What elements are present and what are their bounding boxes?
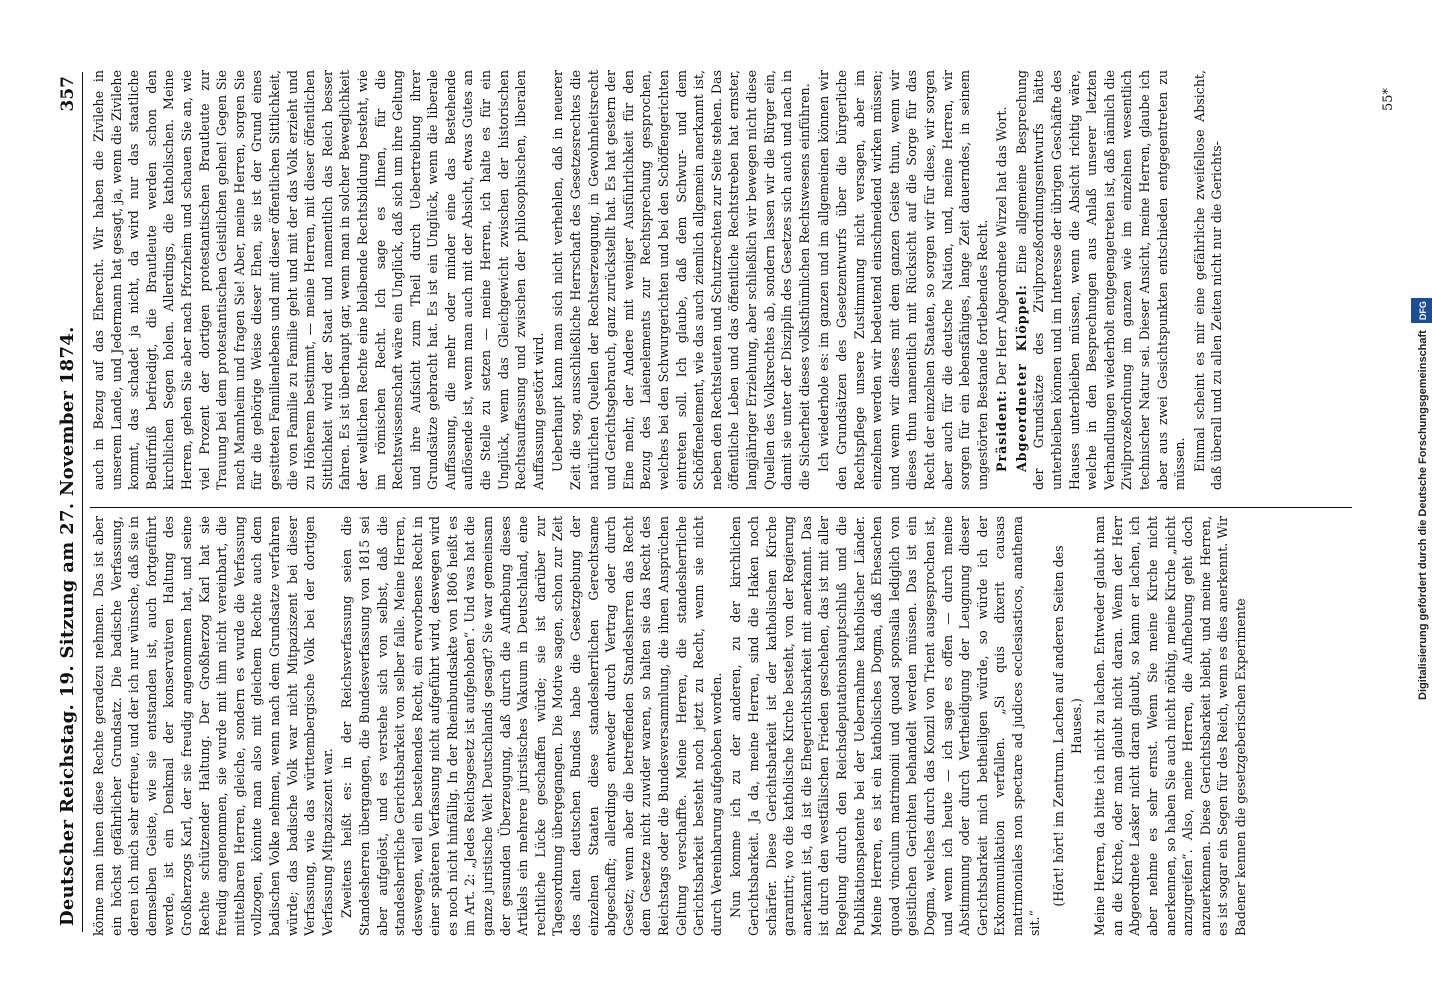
header-title: Deutscher Reichstag. 19. Sitzung am 27. November 1874. bbox=[57, 326, 78, 926]
right-paragraph-last: Einmal scheint es mir eine gefährliche zweifellose Absicht, daß überall und zu allen Zeiten nicht nur die Gerichts- bbox=[1191, 70, 1225, 490]
president-statement bbox=[993, 70, 1011, 490]
side-note-text: Digitalisierung gefördert durch die Deutsche Forschungsgemeinschaft bbox=[1416, 330, 1429, 700]
right-paragraph-3: Ich wiederhole es: im ganzen und im allgemeinen können wir den Grundsätzen des Gesetzentwurfs über die bürgerliche Rechtspflege unsere Zustimmung nicht versagen, aber im einzelnen werden wir bedeutend einschneidend wirken müssen; und wenn wir dieses mit dem ganzen Geiste thun, wenn wir dieses thun namentlich mit Rücksicht auf die Sorge für das Recht der einzelnen Staaten, so sorgen wir für diese, wir sorgen aber auch für die deutsche Nation, und, meine Herren, wir sorgen für ein lebensfähiges, lange Zeit dauerndes, in seinem ungestörten Bestande fortlebendes Recht. bbox=[816, 70, 990, 490]
side-note-strip bbox=[1410, 0, 1432, 1000]
president-label: Präsident: bbox=[994, 389, 1010, 472]
side-note bbox=[1411, 0, 1432, 999]
speaker-statement bbox=[1013, 70, 1189, 490]
left-column bbox=[90, 516, 1380, 936]
dfg-logo: DFG bbox=[1411, 298, 1432, 323]
page-header bbox=[54, 72, 83, 932]
page-number: 357 bbox=[58, 76, 78, 112]
left-paragraph-3: Nun komme ich zu der anderen, zu der kirchlichen Gerichtsbarkeit. Ja da, meine Herren, sind die Haken noch schärfer. Diese Gerichtsbarkeit ist der katholischen Kirche garantirt; wo die katholische Kirche besteht, von der Regierung anerkannt ist, da ist die Ehegerichtsbarkeit mit anerkannt. Das ist durch den westfälischen Frieden geschehen, das ist mit aller Regelung durch den Reichsdeputationshauptschluß und die Publikationspatente bei der Uebernahme katholischer Länder. Meine Herren, es ist ein katholisches Dogma, daß Ehesachen quoad vinculum matrimonii und quoad sponsalia lediglich von geistlichen Gerichten behandelt werden müssen. Das ist ein Dogma, welches durch das Konzil von Trient ausgesprochen ist, und wenn ich heute — ich sage es offen — durch meine Abstimmung oder durch Vertheidigung der Leugnung dieser Gerichtsbarkeit mich betheiligen würde, so würde ich der Exkommunikation verfallen. „Si quis dixerit causas matrimoniales non spectare ad judices ecclesiasticos, anathema sit.“ bbox=[728, 516, 1043, 936]
column-divider bbox=[90, 507, 1352, 508]
right-column bbox=[90, 70, 1380, 490]
left-paragraph-1: könne man ihnen diese Rechte geradezu nehmen. Das ist aber ein höchst gefährlicher Grundsatz. Die badische Verfassung, deren ich mich sehr erfreue, und der ich nur wünsche, daß sie in demselben Geiste, wie sie entstanden ist, auch fortgeführt werde, ist ein Denkmal der konservativen Haltung des Großherzogs Karl, der sie freudig angenommen hat, und seine Rechte schützender Haltung. Der Großherzog Karl hat sie freudig angenommen, sie wurde mit ihm nicht vereinbart, die mittelbaren Herren, gleiche, sondern es wurde die Verfassung vollzogen, könnte man also mit gleichem Rechte auch dem badischen Volke nehmen, wenn nach dem Grundsatze verfahren würde; das badische Volk war nicht Mitpaziszent bei dieser Verfassung, wie das württembergische Volk bei der dortigen Verfassung Mitpaziszent war. bbox=[91, 516, 335, 936]
left-paragraph-4: Meine Herren, da bitte ich nicht zu lachen. Entweder glaubt man an die Kirche, oder man glaubt nicht daran. Wenn der Herr Abgeordnete Lasker nicht daran glaubt, so kann er lachen, ich aber nehme es sehr ernst. Wenn Sie meine Kirche nicht anerkennen, so haben Sie auch nicht nöthig, meine Kirche „nicht anzugreifen“. Also, meine Herren, die Aufhebung geht doch anzuerkennen. Diese Gerichtsbarkeit bleibt, und meine Herren, es ist sogar ein Segen für des Reich, wenn es dies anerkennt. Wir Badener kennen die gesetzgeberischen Experimente bbox=[1092, 516, 1248, 936]
president-text: Der Herr Abgeordnete Wirzel hat das Wort. bbox=[994, 106, 1010, 386]
right-paragraph-1: auch in Bezug auf das Eherecht. Wir haben die Zivilehe in unserem Lande, und Jedermann hat gesagt, ja, wenn die Zivilehe kommt, das schadet ja nicht, da wird nur das staatliche Bedürfniß befriedigt, die Brautleute werden schon den kirchlichen Segen holen. Allerdings, die katholischen. Meine Herren, gehen Sie aber nach Pforzheim und schauen Sie an, wie viel Prozent der dortigen protestantischen Brautleute zur Trauung bei dem protestantischen Geistlichen gehen! Gegen Sie nach Mannheim und fragen Sie! Aber, meine Herren, sorgen Sie für die gehörige Weise dieser Ehen, sie ist der Grund eines gesitteten Familienlebens und mit dieser öffentlichen Sittlichkeit, die von Familie zu Familie geht und mit der das Volk erzieht und zu Höherem bestimmt, — meine Herren, mit dieser öffentlichen Sittlichkeit wird der Staat und namentlich das Reich besser fahren. Es ist überhaupt gar, wenn man in solcher Beweglichkeit der weltlichen Rechte eine bleibende Rechtsbildung besteht, wie im römischen Recht. Ich sage es Ihnen, für die Rechtswissenschaft wäre ein Unglück, daß sich um ihre Geltung und ihre Aufsicht zum Theil durch Uebertreibung ihrer Grundsätze gebracht hat. Es ist ein Unglück, wenn die liberale Auffassung, die mehr oder minder eine das Bestehende auflösende ist, wenn man auch mit der Absicht, etwas Gutes an die Stelle zu setzen — meine Herren, ich halte es für ein Unglück, wenn das Gleichgewicht zwischen der historischen Rechtsauffassung und zwischen der philosophischen, liberalen Auffassung gestört wird. bbox=[91, 70, 546, 490]
left-interjection: (Hört! hört! im Zentrum. Lachen auf anderen Seiten des Hauses.) bbox=[1051, 545, 1084, 907]
speaker-text: Eine allgemeine Besprechung der Grundsätze des Zivilprozeßordnungsentwurfs hätte unterbleiben können und im Interesse der übrigen Geschäfte des Hauses unterbleiben müssen, wenn die Absicht richtig wäre, welche in den Besprechungen aus Anlaß unserer letzten Verhandlungen wiederholt entgegengetreten ist, daß nämlich die Zivilprozeßordnung im ganzen wie im einzelnen wesentlich technischer Natur sei. Dieser Ansicht, meine Herren, glaube ich aber aus zwei Gesichtspunkten entschieden entgegentreten zu müssen. bbox=[1013, 70, 1188, 490]
speaker-label: Abgeordneter Klöppel: bbox=[1013, 284, 1029, 472]
sheet-signature: 55* bbox=[1381, 88, 1396, 112]
right-paragraph-2: Ueberhaupt kann man sich nicht verhehlen, daß in neuerer Zeit die sog. ausschließliche Herrschaft des Gesetzesrechtes die natürlichen Quellen der Rechtserzeugung, in Gewohnheitsrecht und Gerichtsgebrauch, ganz zurückstellt hat. Es hat gestern der Eine mehr, der Andere mit weniger Ausführlichkeit für den Bezug des Laienelements zur Rechtsprechung gesprochen, welches bei den Schwurgerichten und bei den Schöffengerichten eintreten soll. Ich glaube, daß dem Schwur- und dem Schöffenelement, wie das auch ziemlich allgemein anerkannt ist, neben den Rechtsleuten und Schutzrechten zur Seite stehen. Das öffentliche Leben und das öffentliche Rechtstreben hat ernster, langjähriger Erziehung, aber schließlich wir bewegen nicht diese Quellen des Volksrechtes ab, sondern lassen wir die Bürger ein, damit sie unter der Disziplin des Gesetzes sich auch und nach in die Sicherheit dieses volksthümlichen Rechtswesens einführen. bbox=[550, 70, 812, 490]
left-paragraph-2: Zweitens heißt es: in der Reichsverfassung seien die Standesherren übergangen, die Bundesverfassung von 1815 sei aber aufgelöst, und es verstehe sich von selbst, daß die standesherrliche Gerichtsbarkeit von selber falle. Meine Herren, deswegen, weil ein bestehendes Recht, ein erworbenes Recht in einer späteren Verfassung nicht aufgeführt wird, deswegen wird es noch nicht hinfällig. In der Rheinbundsakte von 1806 heißt es im Art. 2: „Jedes Reichsgesetz ist aufgehoben“. Und was hat die ganze juristische Welt Deutschlands gesagt? Sie war gemeinsam der gesunden Überzeugung, daß durch die Aufhebung dieses Artikels ein mehrere juristisches Vakuum in Deutschland, eine rechtliche Lücke geschaffen würde; sie ist darüber zur Tagesordnung übergegangen. Die Motive sagen, schon zur Zeit des alten deutschen Bundes habe die Gesetzgebung der einzelnen Staaten diese standesherrlichen Gerechtsame abgeschafft; allerdings entweder durch Vertrag oder durch Gesetz; wenn aber die betreffenden Standesherren das Recht dem Gesetze nicht zuwider waren, so halten sie das Recht des Reichstags oder die Bundesversammlung, die ihnen Ansprüchen Geltung verschaffte. Meine Herren, die standesherrliche Gerichtsbarkeit besteht noch jetzt zu Recht, wenn sie nicht durch Vereinbarung aufgehoben worden. bbox=[339, 516, 724, 936]
